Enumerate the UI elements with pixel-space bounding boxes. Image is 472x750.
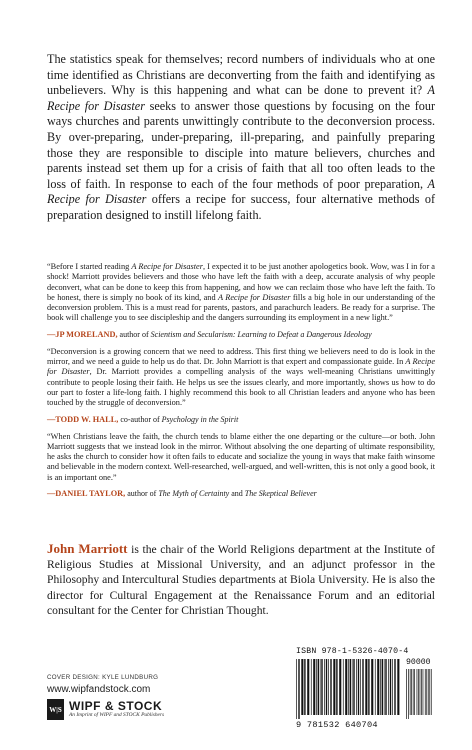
endorsements xyxy=(47,262,435,506)
publisher-imprint: An Imprint of WIPF and STOCK Publishers xyxy=(69,712,165,718)
isbn-barcode xyxy=(296,647,434,731)
author-bio: John Marriott is the chair of the World Religions department at the Institute of Religious Studies at Missional University, and an adjunct professor in the Philosophy and Intercultural Studies departments at Biola University. He is also the director for Cultural Engagement at the Renaissance Forum and an editorial consultant for the Center for Christian Thought. xyxy=(47,541,435,617)
addon-barcode-icon xyxy=(406,669,434,719)
price-addon-number: 90000 xyxy=(406,658,431,667)
ean-number: 9 781532 640704 xyxy=(296,720,378,730)
book-description: The statistics speak for themselves; record numbers of individuals who at one time identified as Christians are deconverting from the faith and identifying as unbelievers. Why is this happening and what can be done to prevent it? A Recipe for Disaster seeks to answer those questions by focusing on the four ways churches and parents unwittingly contribute to the deconversion process. By over-preparing, under-preparing, ill-preparing, and painfully preparing those they are responsible to disciple into mature believers, churches and parents instead set them up for a crisis of faith that all too often leads to the loss of faith. In response to each of the four methods of poor preparation, A Recipe for Disaster offers a recipe for success, four alternative methods of preparation designed to instill lifelong faith. xyxy=(47,52,435,222)
author-name: John Marriott xyxy=(47,541,128,556)
endorsement-text: “When Christians leave the faith, the church tends to blame either the one departing or the culture—or both. John Marriott suggests that we instead look in the mirror. Without absolving the one departing of ultimate responsibility, he asks the church to consider how it often fails to educate and socialize the young in ways that make faith winsome and believable in the modern context. Well-researched, well-argued, and well-written, this is not only a good book, it is an important one.” xyxy=(47,431,435,482)
endorser-name: —DANIEL TAYLOR, xyxy=(47,489,126,499)
endorsement-hall xyxy=(47,347,435,424)
endorsement-text: “Deconversion is a growing concern that we need to address. This first thing we believers need to do is look in the mirror, and we need a guide to help us do that. Dr. John Marriott is that expert and compassionate guide. In A Recipe for Disaster, Dr. Marriott provides a compelling analysis of the ways well-meaning Christians unwittingly contribute to people losing their faith. He helps us see the issues clearly, and more importantly, shows us how to do our part to foster a life-long faith. I highly recommend this book to all Christian leaders and anyone who has been touched by the struggle of deconversion.” xyxy=(47,346,436,408)
book-title: A Recipe for Disaster xyxy=(47,176,435,207)
endorsement-attribution: —DANIEL TAYLOR, author of The Myth of Certainty and The Skeptical Believer xyxy=(47,489,317,499)
endorsement-moreland xyxy=(47,262,435,339)
publisher-website: www.wipfandstock.com xyxy=(47,684,151,695)
endorsement-attribution: —TODD W. HALL, co-author of Psychology in the Spirit xyxy=(47,414,239,424)
isbn-number: ISBN 978-1-5326-4070-4 xyxy=(296,647,409,656)
endorsement-attribution: —JP MORELAND, author of Scientism and Secularism: Learning to Defeat a Dangerous Ideology xyxy=(47,329,372,339)
book-title: A Recipe for Disaster xyxy=(47,83,435,113)
publisher-logo-icon: W|S xyxy=(47,699,64,720)
endorser-name: —TODD W. HALL, xyxy=(47,414,119,424)
publisher-brand xyxy=(47,699,247,720)
ean-barcode-icon xyxy=(296,659,401,719)
endorsement-taylor xyxy=(47,432,435,498)
cover-design-credit: COVER DESIGN: KYLE LUNDBURG xyxy=(47,674,159,681)
endorsement-text: “Before I started reading A Recipe for Disaster, I expected it to be just another apologetics book. Wow, was I in for a shock! Marriott provides believers and those who have left the faith with a deep, accurate analysis of why people deconvert, what can be done to keep this from happening, and how we can reclaim those who have left the faith. To be honest, there is simply no book of its kind, and A Recipe for Disaster fills a big hole in our understanding of the deconversion problem. This is a must read for parents, pastors, and parachurch leaders. Be ready for a surprise. The book will challenge you to see discipleship and the dangers surrounding its employment in a new light.” xyxy=(47,262,436,323)
publisher-name: WIPF & STOCK xyxy=(69,699,163,713)
endorser-name: —JP MORELAND, xyxy=(47,329,118,339)
publisher-footer xyxy=(47,674,247,720)
